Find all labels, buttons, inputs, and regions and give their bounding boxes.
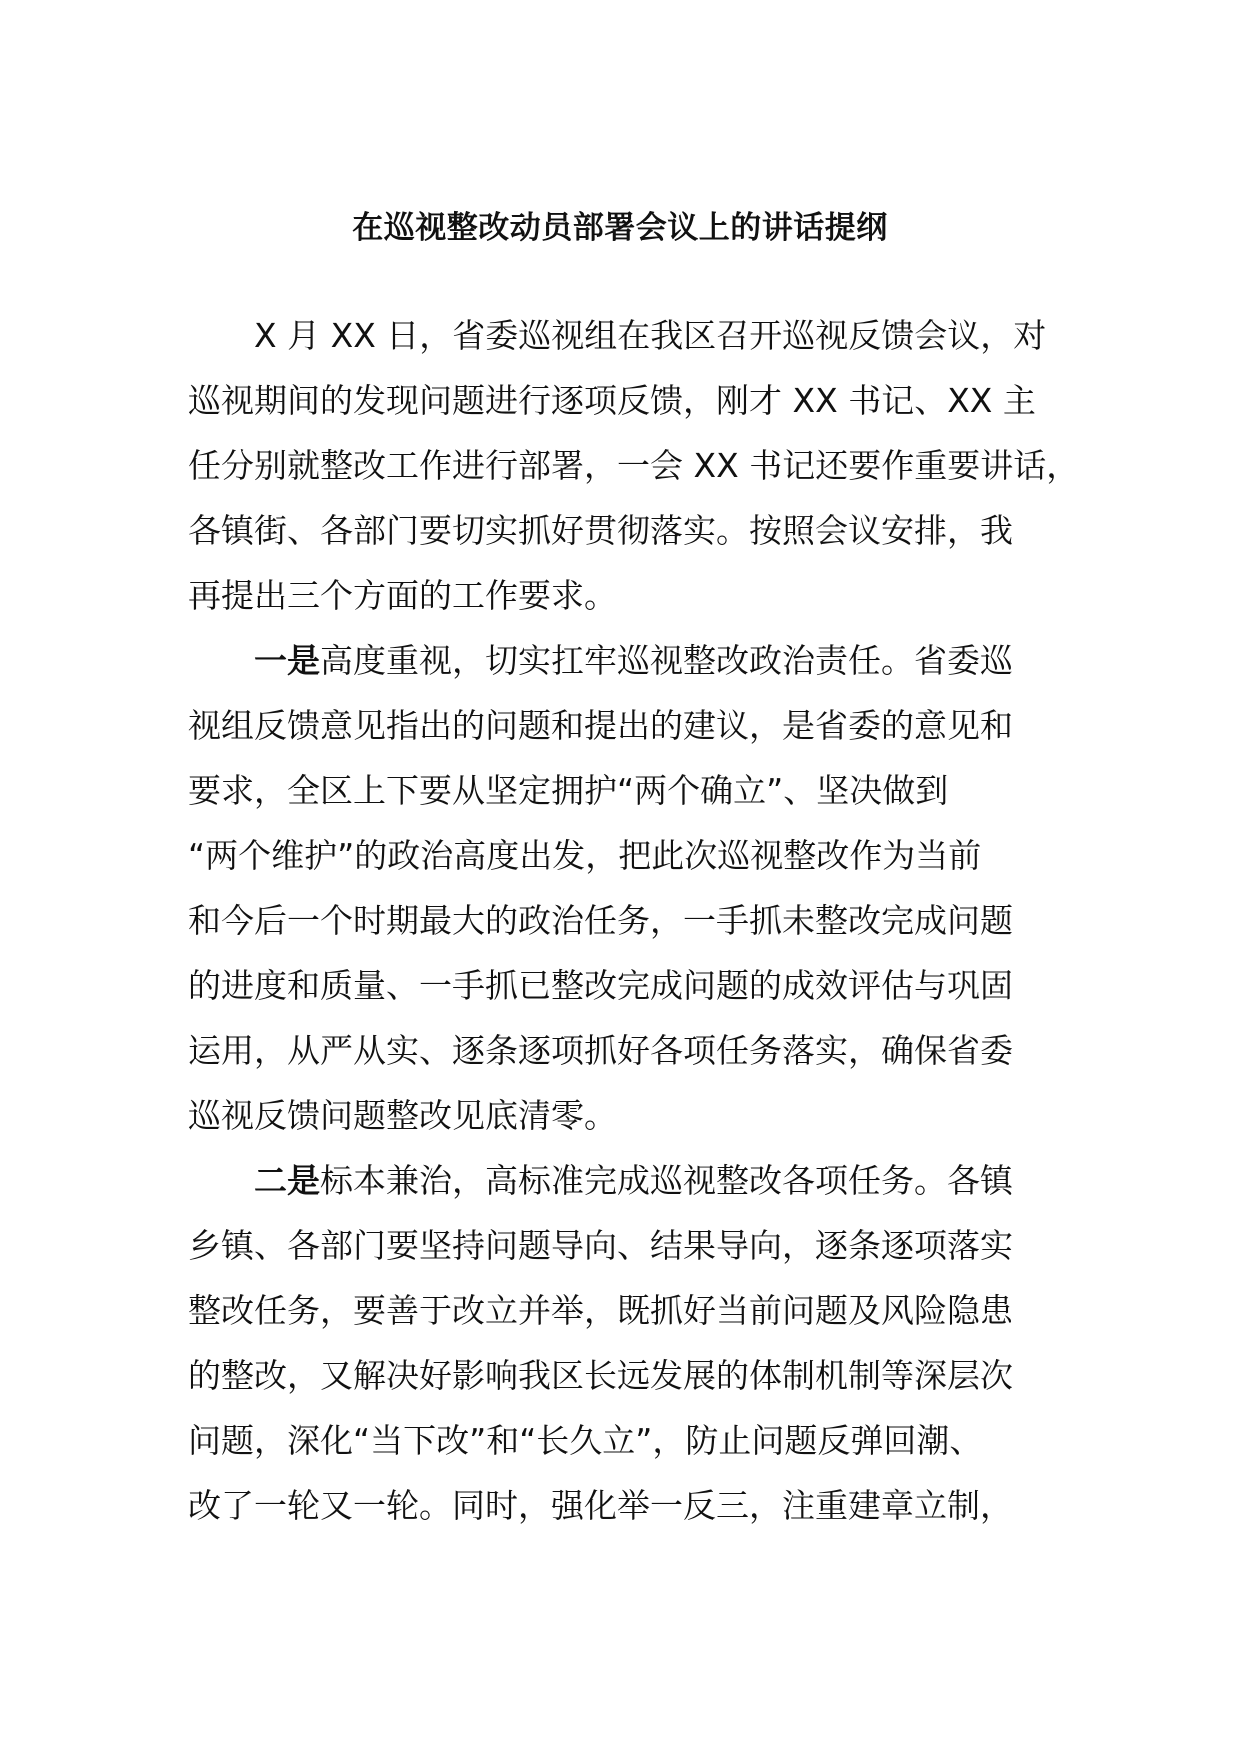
paragraph-line: 的进度和质量、一手抓已整改完成问题的成效评估与巩固 [188,966,1013,1005]
paragraph-line: 整改任务，要善于改立并举，既抓好当前问题及风险隐患 [188,1291,1013,1330]
paragraph-first-line [188,1148,1068,1213]
document-title: 在巡视整改动员部署会议上的讲话提纲 [352,210,888,246]
paragraph-lead: 二是 [254,1161,320,1200]
paragraph-line: 视组反馈意见指出的问题和提出的建议，是省委的意见和 [188,706,1013,745]
paragraph-line: 改了一轮又一轮。同时，强化举一反三，注重建章立制， [188,1486,1013,1525]
paragraph-line: 运用，从严从实、逐条逐项抓好各项任务落实，确保省委 [188,1031,1013,1070]
paragraph-line-text: 标本兼治，高标准完成巡视整改各项任务。各镇 [320,1161,1013,1200]
paragraph-line: 巡视反馈问题整改见底清零。 [188,1096,617,1135]
paragraph-line: 问题，深化“当下改”和“长久立”，防止问题反弹回潮、 [188,1421,983,1460]
paragraph-line: 要求，全区上下要从坚定拥护“两个确立”、坚决做到 [188,771,949,810]
paragraph-line: 再提出三个方面的工作要求。 [188,576,617,615]
paragraph-intro [188,303,1080,628]
paragraph-line: 各镇街、各部门要切实抓好贯彻落实。按照会议安排，我 [188,511,1013,550]
paragraph-point-one [188,628,1068,1148]
document-body [188,303,1080,1538]
paragraph-first-line [188,628,1068,693]
paragraph-line: 巡视期间的发现问题进行逐项反馈，刚才 XX 书记、XX 主 [188,381,1036,420]
paragraph-line: X 月 XX 日，省委巡视组在我区召开巡视反馈会议，对 [254,316,1047,355]
paragraph-line: 的整改，又解决好影响我区长远发展的体制机制等深层次 [188,1356,1013,1395]
paragraph-lead: 一是 [254,641,320,680]
paragraph-line: “两个维护”的政治高度出发，把此次巡视整改作为当前 [188,836,982,875]
paragraph-line: 乡镇、各部门要坚持问题导向、结果导向，逐条逐项落实 [188,1226,1013,1265]
paragraph-line-text: 高度重视，切实扛牢巡视整改政治责任。省委巡 [320,641,1013,680]
paragraph-line: 和今后一个时期最大的政治任务，一手抓未整改完成问题 [188,901,1013,940]
paragraph-point-two [188,1148,1068,1538]
paragraph-line: 任分别就整改工作进行部署，一会 XX 书记还要作重要讲话， [188,446,1080,485]
